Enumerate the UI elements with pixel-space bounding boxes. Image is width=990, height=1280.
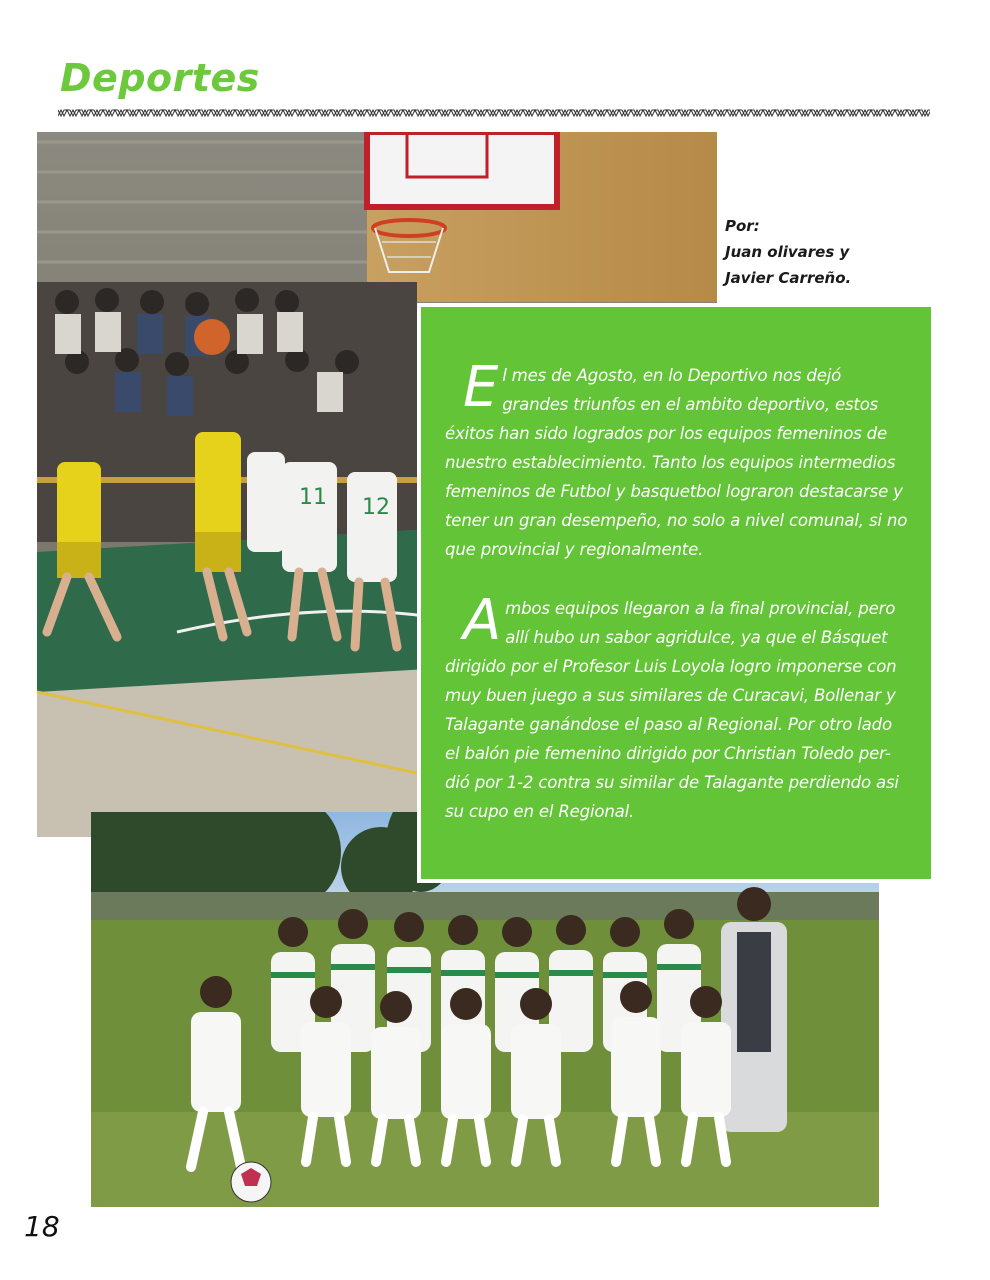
article-paragraph-2 [445,588,911,826]
article-box [417,303,935,883]
byline-author-2: Javier Carreño. [725,269,852,287]
article-body [421,307,931,879]
byline-author-1: Juan olivares y [725,243,850,261]
page-number: 18 [24,1210,60,1243]
paragraph-text: l mes de Agosto, en lo Deportivo nos dejó grandes triunfos en el ambito deportivo, estos éxitos han sido logrados por los equipos femeninos de nuestro establecimiento. Tanto los equipos intermedios femeninos de Futbol y basquetbol lograron destacarse y tener un gran desempeño, no solo a nivel comunal, si no que provincial y regionalmente. [445,366,908,559]
dropcap: E [463,355,499,420]
svg-text:11: 11 [299,485,327,510]
zigzag-divider [58,106,930,120]
byline [725,213,925,291]
byline-label: Por: [725,217,760,235]
paragraph-text: mbos equipos llegaron a la final provincial, pero allí hubo un sabor agridulce, ya que el Básquet dirigido por el Profesor Luis Loyola logro imponerse con muy buen juego a sus similares de Curacavi, Bollenar y Talagante ganándose el paso al Regional. Por otro lado el balón pie femenino dirigido por Christian Toledo per-dió por 1-2 contra su similar de Talagante perdiendo asi su cupo en el Regional. [445,599,899,821]
svg-text:12: 12 [362,495,390,520]
dropcap: A [463,588,502,653]
section-title: Deportes [60,56,260,100]
article-paragraph-1 [445,355,911,564]
